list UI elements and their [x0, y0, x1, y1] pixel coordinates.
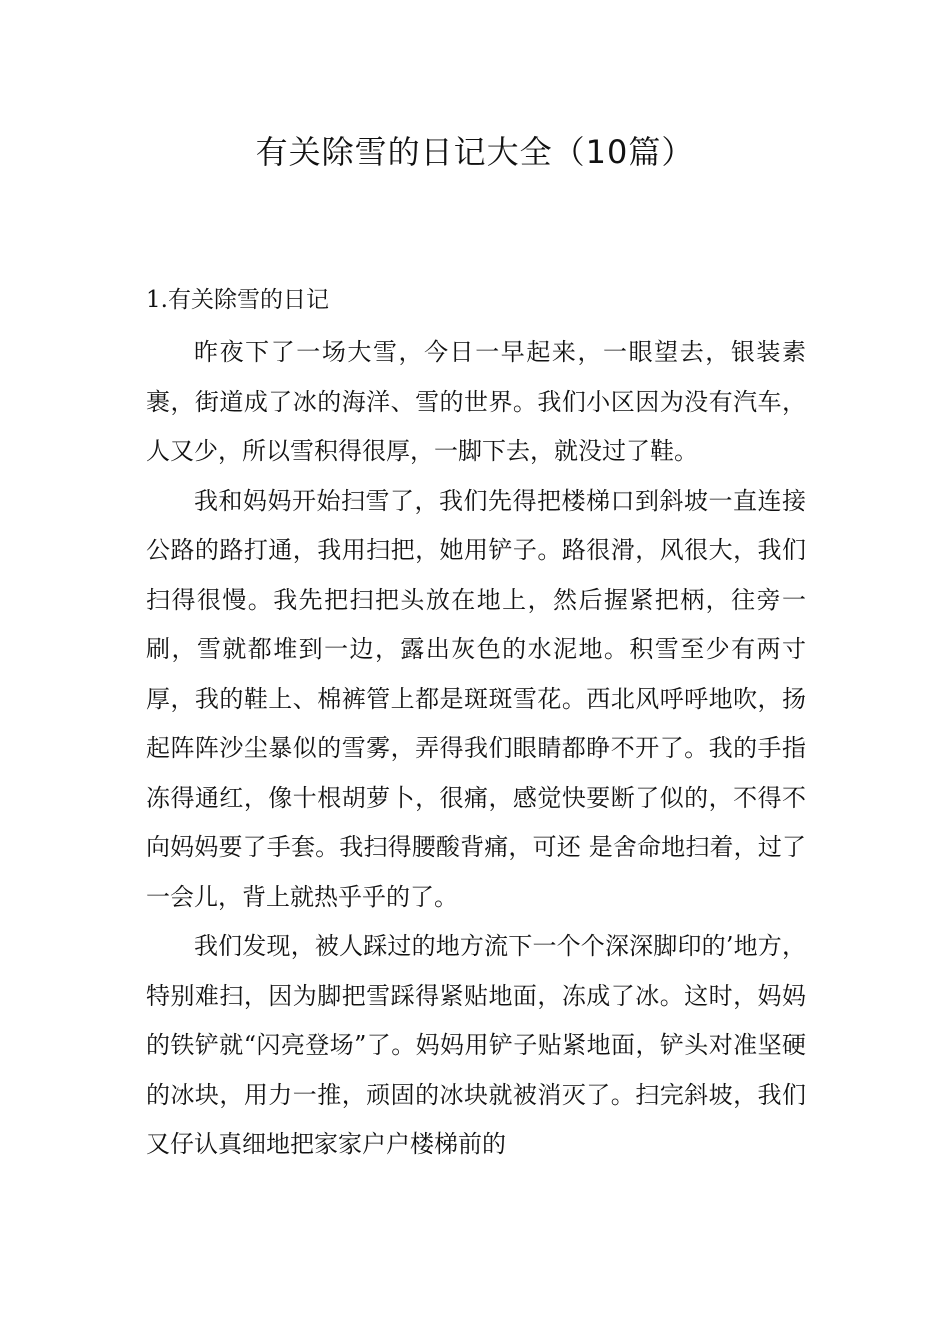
document-body: [146, 328, 806, 1170]
paragraph-3: 我们发现，被人踩过的地方流下一个个深深脚印的’地方，特别难扫，因为脚把雪踩得紧贴地面，冻成了冰。这时，妈妈的铁铲就“闪亮登场”了。妈妈用铲子贴紧地面，铲头对准坚硬的冰块，用力一推，顽固的冰块就被消灭了。扫完斜坡，我们又仔认真细地把家家户户楼梯前的: [146, 932, 806, 1158]
section-heading: 1.有关除雪的日记: [146, 287, 329, 313]
paragraph-2: 我和妈妈开始扫雪了，我们先得把楼梯口到斜坡一直连接公路的路打通，我用扫把，她用铲子。路很滑，风很大，我们扫得很慢。我先把扫把头放在地上，然后握紧把柄，往旁一刷，雪就都堆到一边，露出灰色的水泥地。积雪至少有两寸厚，我的鞋上、棉裤管上都是斑斑雪花。西北风呼呼地吹，扬起阵阵沙尘暴似的雪雾，弄得我们眼睛都睁不开了。我的手指冻得通红，像十根胡萝卜，很痛，感觉快要断了似的，不得不向妈妈要了手套。我扫得腰酸背痛，可还 是舍命地扫着，过了一会儿，背上就热乎乎的了。: [146, 486, 806, 911]
document-title: 有关除雪的日记大全（10篇）: [255, 133, 695, 171]
paragraph-1: 昨夜下了一场大雪，今日一早起来，一眼望去，银装素裹，街道成了冰的海洋、雪的世界。我们小区因为没有汽车，人又少，所以雪积得很厚，一脚下去，就没过了鞋。: [146, 338, 806, 465]
